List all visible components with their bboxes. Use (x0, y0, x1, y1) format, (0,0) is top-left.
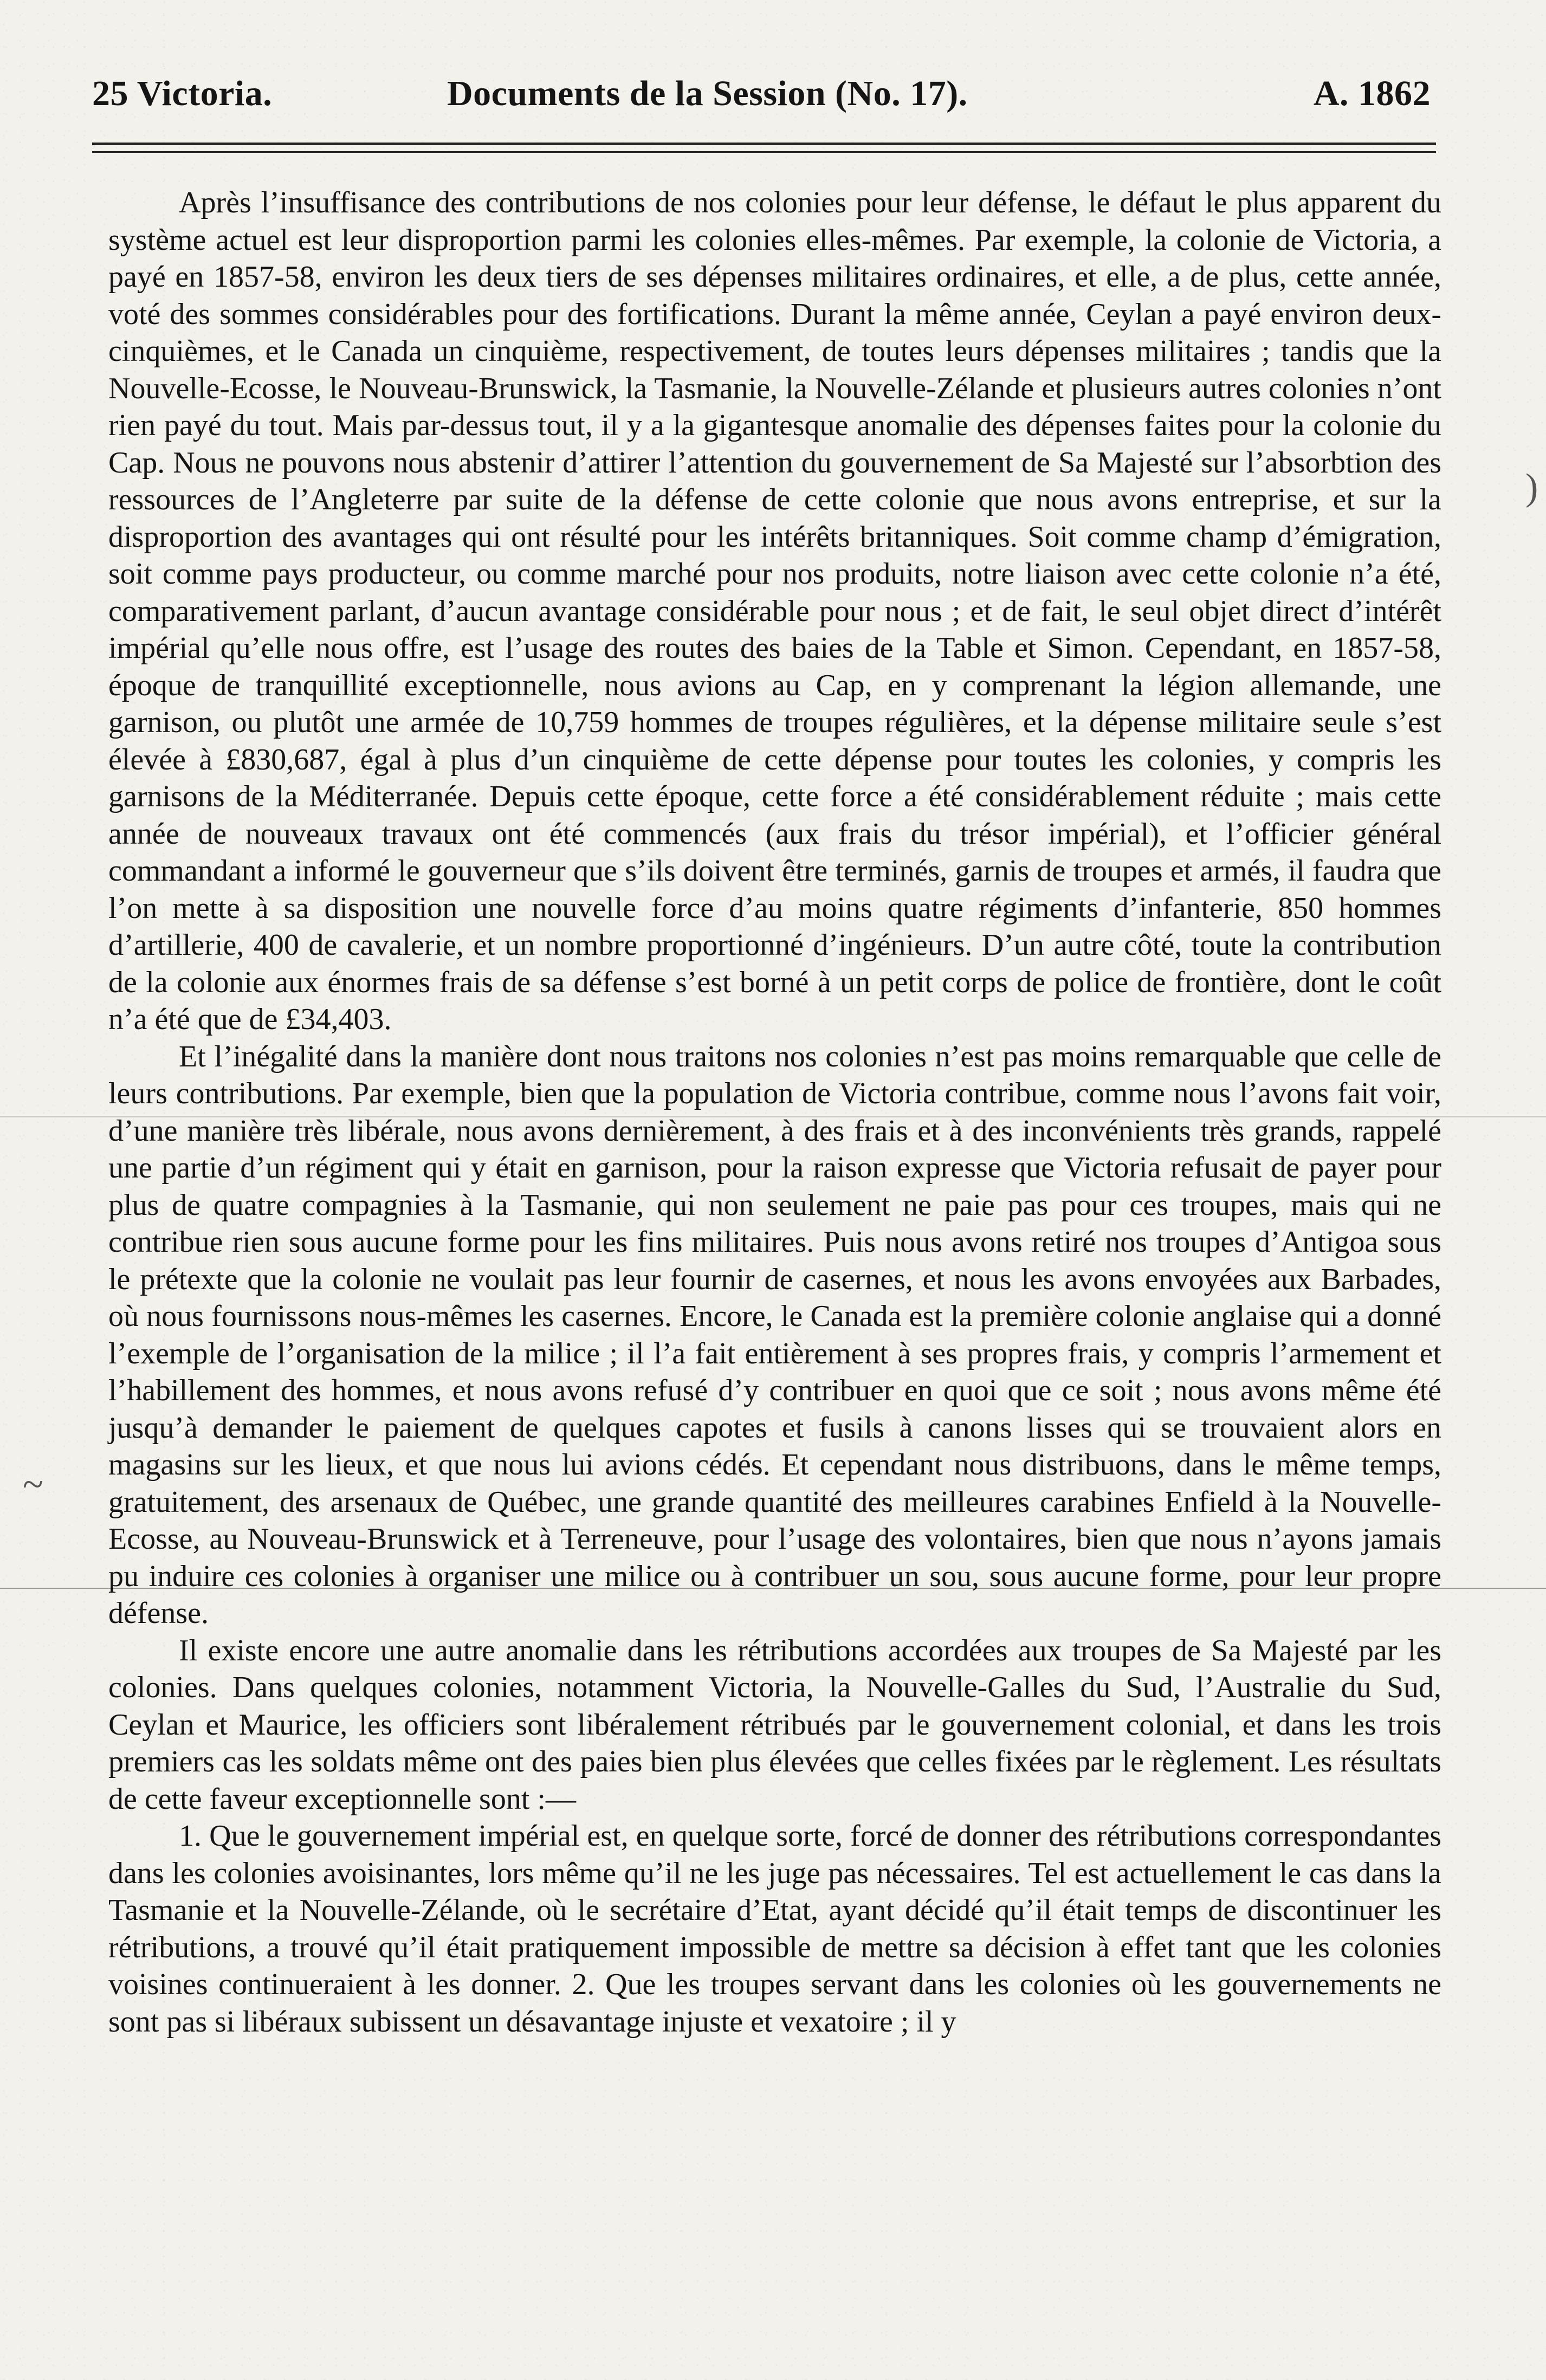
header-title: Documents de la Session (No. 17). (447, 74, 968, 113)
page-fold-line (0, 1588, 1546, 1589)
body-text (108, 184, 1441, 2341)
header-year: A. 1862 (1313, 74, 1431, 113)
running-header (92, 64, 1436, 124)
header-rule-thick (92, 143, 1436, 145)
paragraph: Il existe encore une autre anomalie dans les rétributions accordées aux troupes de Sa Majesté par les colonies. Dans quelques colonies, notamment Victoria, la Nouvelle-Galles du Sud, l’Australie du Sud, Ceylan et Maurice, les officiers sont libéralement rétribués par le gouvernement colonial, et dans les trois premiers cas les soldats même ont des paies bien plus élevées que celles fixées par le règlement. Les résultats de cette faveur exceptionnelle sont :— (108, 1633, 1441, 1816)
page-fold-line (0, 1116, 1546, 1117)
paragraph: Après l’insuffisance des contributions de nos colonies pour leur défense, le défaut le plus apparent du système actuel est leur disproportion parmi les colonies elles-mêmes. Par exemple, la colonie de Victoria, a payé en 1857-58, environ les deux tiers de ses dépenses militaires ordinaires, et elle, a de plus, cette année, voté des sommes considérables pour des fortifications. Durant la même année, Ceylan a payé environ deux-cinquièmes, et le Canada un cinquième, respectivement, de toutes leurs dépenses militaires ; tandis que la Nouvelle-Ecosse, le Nouveau-Brunswick, la Tasmanie, la Nouvelle-Zélande et plusieurs autres colonies n’ont rien payé du tout. Mais par-dessus tout, il y a la gigantesque anomalie des dépenses faites pour la colonie du Cap. Nous ne pouvons nous abstenir d’attirer l’attention du gouvernement de Sa Majesté sur l’absorbtion des ressources de l’Angleterre par suite de la défense de cette colonie que nous avons entreprise, et sur la disproportion des avantages qui ont résulté pour les intérêts britanniques. Soit comme champ d’émigration, soit comme pays producteur, ou comme marché pour nos produits, notre liaison avec cette colonie n’a été, comparativement parlant, d’aucun avantage considérable pour nous ; et de fait, le seul objet direct d’intérêt impérial qu’elle nous offre, est l’usage des routes des baies de la Table et Simon. Cependant, en 1857-58, époque de tranquillité exceptionnelle, nous avions au Cap, en y comprenant la légion allemande, une garnison, ou plutôt une armée de 10,759 hommes de troupes régulières, et la dépense militaire seule s’est élevée à £830,687, égal à plus d’un cinquième de cette dépense pour toutes les colonies, y compris les garnisons de la Méditerranée. Depuis cette époque, cette force a été considérablement réduite ; mais cette année de nouveaux travaux ont été commencés (aux frais du trésor impérial), et l’officier général commandant a informé le gouverneur que s’ils doivent être terminés, garnis de troupes et armés, il faudra que l’on mette à sa disposition une nouvelle force d’au moins quatre régiments d’infanterie, 850 hommes d’artillerie, 400 de cavalerie, et un nombre proportionné d’ingénieurs. D’un autre côté, toute la contribution de la colonie aux énormes frais de sa défense s’est borné à un petit corps de police de frontière, dont le coût n’a été que de £34,403. (108, 186, 1441, 1036)
paragraph: 1. Que le gouvernement impérial est, en quelque sorte, forcé de donner des rétributions correspondantes dans les colonies avoisinantes, lors même qu’il ne les juge pas nécessaires. Tel est actuellement le cas dans la Tasmanie et la Nouvelle-Zélande, où le secrétaire d’Etat, ayant décidé qu’il était temps de discontinuer les rétributions, a trouvé qu’il était pratiquement impossible de mettre sa décision à effet tant que les colonies voisines continueraient à les donner. 2. Que les troupes servant dans les colonies où les gouvernements ne sont pas si libéraux subissent un désavantage injuste et vexatoire ; il y (108, 1819, 1441, 2039)
margin-bracket-mark: ) (1525, 467, 1538, 508)
margin-pencil-mark: ~ (23, 1464, 43, 1505)
header-rule-thin (92, 151, 1436, 153)
header-session-number: 25 Victoria. (92, 74, 273, 113)
paragraph: Et l’inégalité dans la manière dont nous traitons nos colonies n’est pas moins remarquable que celle de leurs contributions. Par exemple, bien que la population de Victoria contribue, comme nous l’avons fait voir, d’une manière très libérale, nous avons dernièrement, à des frais et à des inconvénients très grands, rappelé une partie d’un régiment qui y était en garnison, pour la raison expresse que Victoria refusait de payer pour plus de quatre compagnies à la Tasmanie, qui non seulement ne paie pas pour ces troupes, mais qui ne contribue rien sous aucune forme pour les fins militaires. Puis nous avons retiré nos troupes d’Antigoa sous le prétexte que la colonie ne voulait pas leur fournir de casernes, et nous les avons envoyées aux Barbades, où nous fournissons nous-mêmes les casernes. Encore, le Canada est la première colonie anglaise qui a donné l’exemple de l’organisation de la milice ; il l’a fait entièrement à ses propres frais, y compris l’armement et l’habillement des hommes, et nous avons refusé d’y contribuer en quoi que ce soit ; nous avons même été jusqu’à demander le paiement de quelques capotes et fusils à canons lisses qui se trouvaient alors en magasins sur les lieux, et que nous lui avions cédés. Et cependant nous distribuons, dans le même temps, gratuitement, des arsenaux de Québec, une grande quantité des meilleures carabines Enfield à la Nouvelle-Ecosse, au Nouveau-Brunswick et à Terreneuve, pour l’usage des volontaires, bien que nous n’ayons jamais pu induire ces colonies à organiser une milice ou à contribuer un sou, sous aucune forme, pour leur propre défense. (108, 1039, 1441, 1630)
